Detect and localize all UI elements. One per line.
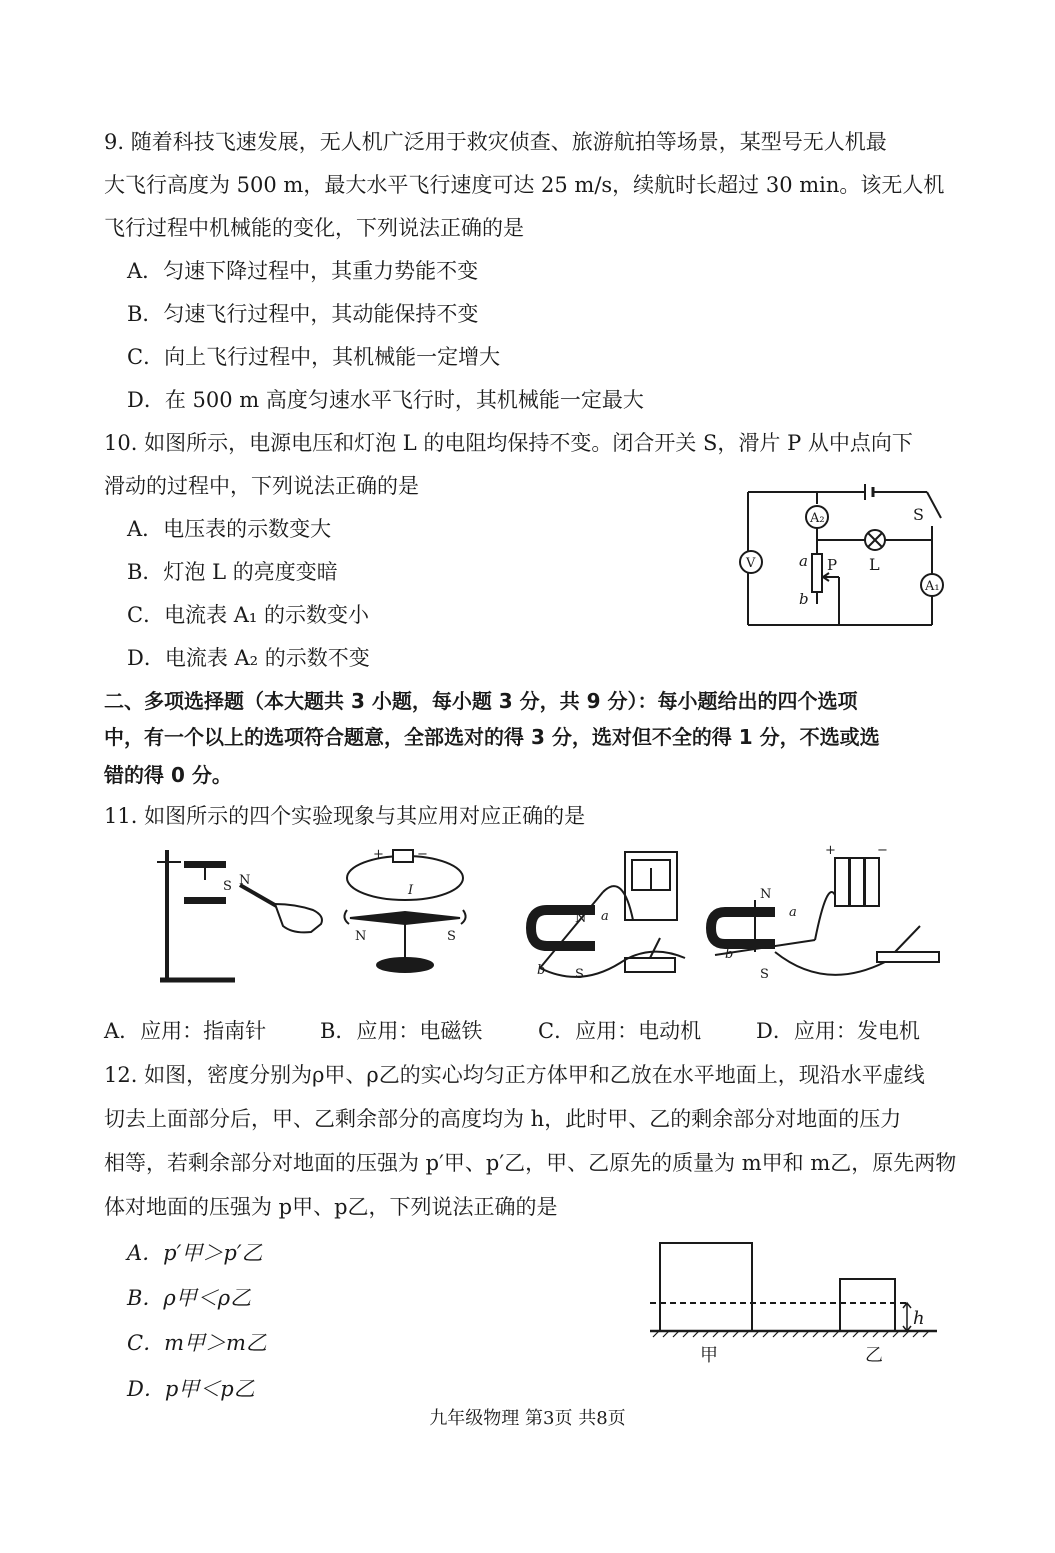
circuit-label-b: b (799, 590, 809, 608)
q9-option-c: C．向上飞行过程中，其机械能一定增大 (127, 345, 501, 369)
q11-figures (155, 840, 955, 990)
q11-fig-b-label-minus: − (417, 847, 428, 862)
q11-option-a: A．应用：指南针 (104, 1019, 267, 1043)
q12-stem-line3: 相等，若剩余部分对地面的压强为 p′甲、p′乙，甲、乙原先的质量为 m甲和 m乙，原先两物 (104, 1151, 957, 1175)
q11-fig-d-label-s: S (760, 967, 769, 982)
q12-stem-line1: 12. 如图，密度分别为ρ甲、ρ乙的实心均匀正方体甲和乙放在水平地面上，现沿水平虚线 (104, 1063, 925, 1087)
q11-fig-c-label-n: N (575, 911, 587, 926)
q9-stem-line3: 飞行过程中机械能的变化，下列说法正确的是 (104, 216, 524, 240)
q11-fig-d-label-b: b (725, 947, 734, 962)
q11-option-c: C．应用：电动机 (538, 1019, 702, 1043)
q9-option-d: D．在 500 m 高度匀速水平飞行时，其机械能一定最大 (127, 388, 644, 412)
circuit-label-l: L (869, 555, 880, 574)
q11-fig-b (344, 850, 465, 972)
q12-label-h: h (913, 1308, 925, 1329)
q10-stem-line2: 滑动的过程中，下列说法正确的是 (104, 474, 419, 498)
circuit-label-v: V (746, 556, 756, 571)
section2-heading-line1: 二、多项选择题（本大题共 3 小题，每小题 3 分，共 9 分）：每小题给出的四个选项 (104, 689, 858, 713)
q11-fig-d (711, 858, 939, 975)
q11-stem: 11. 如图所示的四个实验现象与其应用对应正确的是 (104, 804, 586, 828)
q11-fig-b-label-n: N (355, 929, 367, 944)
q11-fig-b-label-plus: + (373, 847, 384, 862)
circuit-label-p: P (827, 556, 838, 574)
q11-fig-b-label-i: I (408, 883, 414, 898)
q12-label-yi: 乙 (865, 1345, 883, 1366)
q12-cubes-diagram (645, 1235, 945, 1375)
q11-fig-a (157, 850, 322, 980)
q12-option-a: A．p′甲＞p′乙 (127, 1241, 263, 1265)
q9-stem-line2: 大飞行高度为 500 m，最大水平飞行速度可达 25 m/s，续航时长超过 30 min。该无人机 (104, 173, 945, 197)
q11-fig-a-label-n: N (239, 873, 251, 888)
page-footer: 九年级物理 第3页 共8页 (429, 1408, 626, 1429)
section2-heading-line2: 中，有一个以上的选项符合题意，全部选对的得 3 分，选对但不全的得 1 分，不选或选 (104, 725, 880, 749)
q10-option-a: A．电压表的示数变大 (127, 517, 332, 541)
q11-fig-d-label-n: N (760, 887, 772, 902)
circuit-label-a: a (799, 552, 808, 570)
q11-fig-c-label-b: b (537, 963, 546, 978)
q11-fig-d-label-a: a (789, 905, 797, 920)
q11-option-d: D．应用：发电机 (756, 1019, 920, 1043)
q12-option-c: C．m甲＞m乙 (127, 1331, 267, 1355)
circuit-label-a2: A₂ (810, 511, 825, 526)
q10-option-b: B．灯泡 L 的亮度变暗 (127, 560, 338, 584)
circuit-label-a1: A₁ (925, 579, 940, 594)
q9-option-a: A．匀速下降过程中，其重力势能不变 (127, 259, 479, 283)
q12-option-b: B．ρ甲＜ρ乙 (127, 1286, 252, 1310)
q11-fig-d-label-minus: − (877, 843, 888, 858)
q11-fig-d-label-plus: + (825, 843, 836, 858)
q12-stem-line2: 切去上面部分后，甲、乙剩余部分的高度均为 h，此时甲、乙的剩余部分对地面的压力 (104, 1107, 902, 1131)
section2-heading-line3: 错的得 0 分。 (104, 763, 232, 787)
q12-stem-line4: 体对地面的压强为 p甲、p乙，下列说法正确的是 (104, 1195, 558, 1219)
q11-fig-b-label-s: S (447, 929, 456, 944)
q11-fig-a-label-s: S (223, 879, 232, 894)
q11-option-b: B．应用：电磁铁 (320, 1019, 483, 1043)
q10-option-c: C．电流表 A₁ 的示数变小 (127, 603, 370, 627)
q9-option-b: B．匀速飞行过程中，其动能保持不变 (127, 302, 479, 326)
q12-label-jia: 甲 (700, 1345, 718, 1366)
circuit-label-s: S (913, 505, 924, 524)
q12-option-d: D．p甲＜p乙 (127, 1377, 255, 1401)
q11-fig-c-label-a: a (601, 909, 609, 924)
q9-stem-line1: 9. 随着科技飞速发展，无人机广泛用于救灾侦查、旅游航拍等场景，某型号无人机最 (104, 130, 887, 154)
q10-option-d: D．电流表 A₂ 的示数不变 (127, 646, 370, 670)
q10-circuit-diagram (735, 482, 955, 632)
q11-fig-c-label-s: S (575, 967, 584, 982)
q10-stem-line1: 10. 如图所示，电源电压和灯泡 L 的电阻均保持不变。闭合开关 S，滑片 P 从中点向下 (104, 431, 913, 455)
